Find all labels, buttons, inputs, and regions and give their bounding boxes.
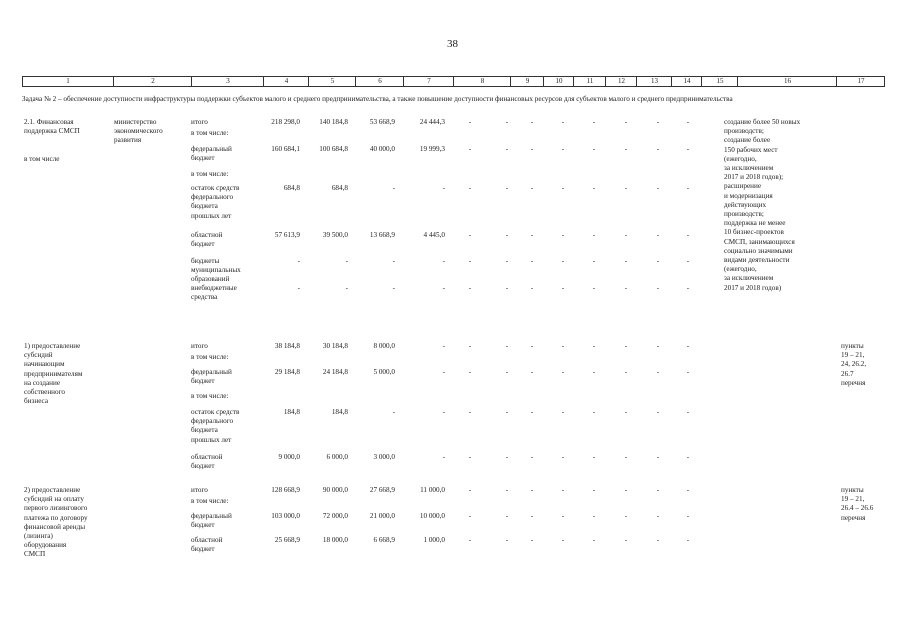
header-col-11: 11 [573, 77, 606, 86]
empty-year-cell: - [656, 231, 660, 239]
empty-year-cell: - [592, 486, 596, 494]
empty-year-cell: - [530, 453, 534, 461]
empty-year-cell: - [656, 145, 660, 153]
empty-year-cell: - [468, 486, 472, 494]
empty-year-cell: - [656, 408, 660, 416]
header-col-15: 15 [701, 77, 738, 86]
amount-cell: 160 684,1 [271, 145, 300, 153]
amount-cell: 19 999,3 [419, 145, 445, 153]
executor: министерство экономического развития [114, 118, 163, 145]
funding-source-label: бюджеты муниципальных образований [191, 257, 241, 284]
empty-year-cell: - [530, 368, 534, 376]
empty-year-cell: - [624, 512, 628, 520]
empty-year-cell: - [624, 184, 628, 192]
amount-cell: 128 668,9 [271, 486, 300, 494]
amount-cell: 21 000,0 [369, 512, 395, 520]
amount-cell: 5 000,0 [373, 368, 395, 376]
header-col-14: 14 [671, 77, 702, 86]
empty-year-cell: - [505, 231, 509, 239]
amount-cell: - [392, 257, 395, 265]
empty-year-cell: - [468, 453, 472, 461]
empty-year-cell: - [468, 342, 472, 350]
empty-year-cell: - [505, 368, 509, 376]
measure-name: 2.1. Финансовая поддержка СМСП [24, 118, 80, 136]
header-col-3: 3 [191, 77, 264, 86]
amount-cell: - [297, 257, 300, 265]
task-heading: Задача № 2 – обеспечение доступности инфраструктуры поддержки субъектов малого и среднего предпринимательства, а также повышение доступности финансовых ресурсов для субъектов малого и среднего предпринимательства [22, 95, 733, 103]
header-col-6: 6 [355, 77, 404, 86]
empty-year-cell: - [468, 231, 472, 239]
amount-cell: - [392, 408, 395, 416]
empty-year-cell: - [624, 118, 628, 126]
empty-year-cell: - [561, 257, 565, 265]
empty-year-cell: - [592, 342, 596, 350]
measure-name: 1) предоставление субсидий начинающим предпринимателям на создание собственного бизнеса [24, 342, 83, 406]
amount-cell: - [442, 284, 445, 292]
list-reference: пункты 19 – 21, 24, 26.2, 26.7 перечня [841, 342, 867, 387]
empty-year-cell: - [656, 118, 660, 126]
funding-source-label: в том числе: [191, 392, 229, 400]
amount-cell: - [345, 284, 348, 292]
amount-cell: 9 000,0 [278, 453, 300, 461]
empty-year-cell: - [592, 284, 596, 292]
empty-year-cell: - [505, 453, 509, 461]
empty-year-cell: - [505, 284, 509, 292]
amount-cell: 11 000,0 [420, 486, 445, 494]
empty-year-cell: - [468, 145, 472, 153]
empty-year-cell: - [468, 257, 472, 265]
amount-cell: 684,8 [331, 184, 348, 192]
funding-source-label: внебюджетные средства [191, 284, 237, 302]
empty-year-cell: - [561, 231, 565, 239]
amount-cell: 30 184,8 [322, 342, 348, 350]
column-number-header [22, 76, 885, 87]
funding-source-label: федеральный бюджет [191, 512, 232, 530]
amount-cell: 18 000,0 [322, 536, 348, 544]
empty-year-cell: - [505, 408, 509, 416]
empty-year-cell: - [505, 118, 509, 126]
empty-year-cell: - [561, 118, 565, 126]
empty-year-cell: - [530, 536, 534, 544]
funding-source-label: остаток средств федерального бюджета прошлых лет [191, 184, 240, 220]
amount-cell: 140 184,8 [319, 118, 348, 126]
empty-year-cell: - [656, 184, 660, 192]
amount-cell: 53 668,9 [369, 118, 395, 126]
empty-year-cell: - [686, 118, 690, 126]
empty-year-cell: - [686, 257, 690, 265]
funding-source-label: итого [191, 486, 208, 494]
amount-cell: - [297, 284, 300, 292]
empty-year-cell: - [656, 368, 660, 376]
header-col-12: 12 [605, 77, 637, 86]
empty-year-cell: - [624, 368, 628, 376]
amount-cell: 218 298,0 [271, 118, 300, 126]
empty-year-cell: - [686, 486, 690, 494]
amount-cell: 1 000,0 [423, 536, 445, 544]
empty-year-cell: - [592, 368, 596, 376]
empty-year-cell: - [624, 284, 628, 292]
funding-source-label: итого [191, 118, 208, 126]
header-col-13: 13 [636, 77, 672, 86]
header-col-17: 17 [836, 77, 885, 86]
empty-year-cell: - [561, 536, 565, 544]
empty-year-cell: - [561, 408, 565, 416]
empty-year-cell: - [505, 257, 509, 265]
empty-year-cell: - [686, 145, 690, 153]
amount-cell: - [442, 257, 445, 265]
empty-year-cell: - [656, 453, 660, 461]
empty-year-cell: - [686, 512, 690, 520]
measure-name-sub: в том числе [24, 155, 60, 163]
amount-cell: 3 000,0 [373, 453, 395, 461]
empty-year-cell: - [656, 536, 660, 544]
empty-year-cell: - [561, 342, 565, 350]
empty-year-cell: - [686, 342, 690, 350]
empty-year-cell: - [530, 145, 534, 153]
empty-year-cell: - [592, 453, 596, 461]
empty-year-cell: - [530, 231, 534, 239]
amount-cell: - [442, 453, 445, 461]
empty-year-cell: - [592, 536, 596, 544]
amount-cell: 24 184,8 [322, 368, 348, 376]
empty-year-cell: - [686, 536, 690, 544]
header-col-8: 8 [453, 77, 511, 86]
amount-cell: 103 000,0 [271, 512, 300, 520]
amount-cell: 100 684,8 [319, 145, 348, 153]
funding-source-label: областной бюджет [191, 231, 223, 249]
empty-year-cell: - [656, 486, 660, 494]
empty-year-cell: - [530, 342, 534, 350]
empty-year-cell: - [656, 342, 660, 350]
funding-source-label: в том числе: [191, 129, 229, 137]
header-col-16: 16 [737, 77, 837, 86]
header-col-7: 7 [403, 77, 454, 86]
amount-cell: 72 000,0 [322, 512, 348, 520]
amount-cell: 90 000,0 [322, 486, 348, 494]
funding-source-label: федеральный бюджет [191, 368, 232, 386]
empty-year-cell: - [530, 512, 534, 520]
expected-result: создание более 50 новых производств; создание более 150 рабочих мест (ежегодно, за исключением 2017 и 2018 годов); расширение и модернизация действующих производств; поддержка не менее 10 бизнес-проектов СМСП, занимающихся социально значимыми видами деятельности (ежегодно, за исключением 2017 и 2018 годов) [724, 118, 801, 292]
amount-cell: 8 000,0 [373, 342, 395, 350]
empty-year-cell: - [624, 536, 628, 544]
header-col-1: 1 [66, 77, 70, 85]
empty-year-cell: - [561, 453, 565, 461]
measure-name: 2) предоставление субсидий на оплату первого лизингового платежа по договору финансовой аренды (лизинга) оборудования СМСП [24, 486, 88, 559]
header-col-10: 10 [543, 77, 574, 86]
empty-year-cell: - [624, 257, 628, 265]
amount-cell: 29 184,8 [274, 368, 300, 376]
empty-year-cell: - [686, 231, 690, 239]
empty-year-cell: - [561, 486, 565, 494]
empty-year-cell: - [624, 231, 628, 239]
empty-year-cell: - [624, 342, 628, 350]
funding-source-label: в том числе: [191, 497, 229, 505]
empty-year-cell: - [656, 257, 660, 265]
header-col-2: 2 [113, 77, 192, 86]
empty-year-cell: - [656, 512, 660, 520]
empty-year-cell: - [530, 184, 534, 192]
amount-cell: - [442, 368, 445, 376]
amount-cell: 25 668,9 [274, 536, 300, 544]
funding-source-label: остаток средств федерального бюджета прошлых лет [191, 408, 240, 444]
funding-source-label: в том числе: [191, 170, 229, 178]
empty-year-cell: - [592, 145, 596, 153]
empty-year-cell: - [505, 184, 509, 192]
empty-year-cell: - [624, 408, 628, 416]
empty-year-cell: - [624, 453, 628, 461]
amount-cell: 57 613,9 [274, 231, 300, 239]
empty-year-cell: - [505, 512, 509, 520]
empty-year-cell: - [468, 512, 472, 520]
empty-year-cell: - [592, 512, 596, 520]
empty-year-cell: - [561, 368, 565, 376]
empty-year-cell: - [561, 184, 565, 192]
header-col-4: 4 [263, 77, 309, 86]
empty-year-cell: - [561, 512, 565, 520]
list-reference: пункты 19 – 21, 26.4 – 26.6 перечня [841, 486, 874, 522]
amount-cell: 184,8 [283, 408, 300, 416]
amount-cell: - [442, 408, 445, 416]
empty-year-cell: - [686, 368, 690, 376]
empty-year-cell: - [505, 145, 509, 153]
empty-year-cell: - [686, 408, 690, 416]
amount-cell: - [392, 284, 395, 292]
amount-cell: 6 668,9 [373, 536, 395, 544]
empty-year-cell: - [592, 231, 596, 239]
funding-source-label: в том числе: [191, 353, 229, 361]
empty-year-cell: - [530, 408, 534, 416]
empty-year-cell: - [468, 118, 472, 126]
empty-year-cell: - [592, 118, 596, 126]
empty-year-cell: - [468, 284, 472, 292]
amount-cell: 13 668,9 [369, 231, 395, 239]
page-number: 38 [447, 38, 458, 50]
empty-year-cell: - [505, 342, 509, 350]
header-col-5: 5 [308, 77, 356, 86]
amount-cell: 4 445,0 [423, 231, 445, 239]
funding-source-label: областной бюджет [191, 536, 223, 554]
empty-year-cell: - [530, 118, 534, 126]
empty-year-cell: - [505, 536, 509, 544]
empty-year-cell: - [592, 408, 596, 416]
empty-year-cell: - [624, 486, 628, 494]
amount-cell: 6 000,0 [326, 453, 348, 461]
header-col-9: 9 [510, 77, 544, 86]
empty-year-cell: - [561, 284, 565, 292]
empty-year-cell: - [530, 486, 534, 494]
amount-cell: 27 668,9 [369, 486, 395, 494]
empty-year-cell: - [530, 284, 534, 292]
amount-cell: 184,8 [331, 408, 348, 416]
funding-source-label: областной бюджет [191, 453, 223, 471]
empty-year-cell: - [686, 453, 690, 461]
empty-year-cell: - [624, 145, 628, 153]
empty-year-cell: - [468, 184, 472, 192]
empty-year-cell: - [468, 536, 472, 544]
empty-year-cell: - [592, 184, 596, 192]
amount-cell: 40 000,0 [369, 145, 395, 153]
empty-year-cell: - [561, 145, 565, 153]
amount-cell: - [392, 184, 395, 192]
funding-source-label: итого [191, 342, 208, 350]
amount-cell: 10 000,0 [419, 512, 445, 520]
empty-year-cell: - [656, 284, 660, 292]
empty-year-cell: - [530, 257, 534, 265]
funding-source-label: федеральный бюджет [191, 145, 232, 163]
amount-cell: 24 444,3 [419, 118, 445, 126]
amount-cell: - [442, 342, 445, 350]
amount-cell: 684,8 [283, 184, 300, 192]
empty-year-cell: - [686, 184, 690, 192]
amount-cell: - [442, 184, 445, 192]
amount-cell: 39 500,0 [322, 231, 348, 239]
empty-year-cell: - [468, 408, 472, 416]
empty-year-cell: - [592, 257, 596, 265]
empty-year-cell: - [468, 368, 472, 376]
empty-year-cell: - [686, 284, 690, 292]
amount-cell: 38 184,8 [274, 342, 300, 350]
amount-cell: - [345, 257, 348, 265]
empty-year-cell: - [505, 486, 509, 494]
